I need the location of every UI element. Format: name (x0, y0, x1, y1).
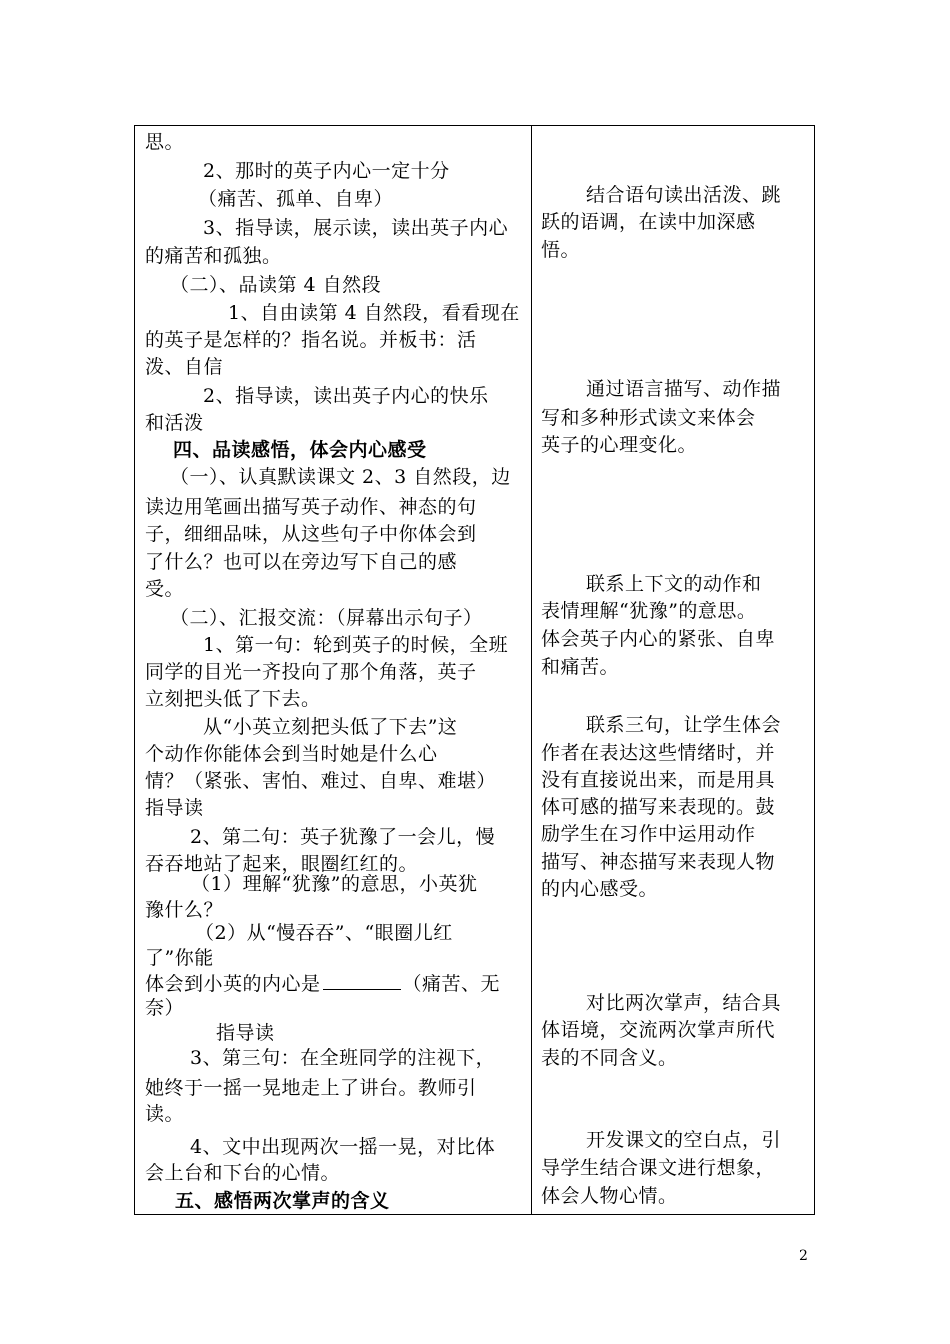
left-line: （二）、汇报交流：（屏幕出示句子） (170, 607, 483, 629)
left-line: 了”你能 (145, 947, 214, 969)
left-line: （2）从“慢吞吞”、“眼圈儿红 (195, 922, 453, 944)
left-line: 2、那时的英子内心一定十分 (203, 160, 450, 182)
right-line: 对比两次掌声，结合具 (586, 992, 782, 1014)
right-line: 导学生结合课文进行想象， (541, 1157, 776, 1179)
left-line: 指导读 (145, 797, 204, 819)
left-line: （二）、品读第 4 自然段 (170, 274, 382, 296)
left-line: 1、第一句：轮到英子的时候，全班 (203, 634, 509, 656)
right-line: 体会英子内心的紧张、自卑 (541, 628, 776, 650)
right-line: 表情理解“犹豫”的意思。 (541, 600, 757, 622)
left-line: 豫什么？ (145, 899, 224, 921)
left-line: 3、指导读，展示读，读出英子内心 (203, 217, 509, 239)
left-line: 同学的目光一齐投向了那个角落，英子 (145, 661, 477, 683)
left-line: 受。 (145, 578, 185, 600)
left-line: 3、第三句：在全班同学的注视下， (190, 1047, 496, 1069)
fill-in-answer: （痛苦、无 (402, 973, 501, 995)
left-line: 和活泼 (145, 412, 204, 434)
left-line: 立刻把头低了下去。 (145, 688, 321, 710)
section-heading-5: 五、感悟两次掌声的含义 (175, 1190, 390, 1212)
left-line: 子，细细品味，从这些句子中你体会到 (145, 523, 477, 545)
left-line: 读边用笔画出描写英子动作、神态的句 (145, 496, 477, 518)
right-line: 联系三句，让学生体会 (586, 714, 782, 736)
right-line: 表的不同含义。 (541, 1047, 678, 1069)
left-line: 的英子是怎样的？指名说。并板书：活 (145, 329, 477, 351)
left-line: 奈） (145, 997, 185, 1019)
left-line: 指导读 (216, 1022, 275, 1044)
right-line: 联系上下文的动作和 (586, 573, 762, 595)
left-line: （1）理解“犹豫”的意思，小英犹 (191, 873, 478, 895)
right-line: 开发课文的空白点，引 (586, 1129, 782, 1151)
left-line: 了什么？也可以在旁边写下自己的感 (145, 551, 458, 573)
right-line: 通过语言描写、动作描 (586, 378, 782, 400)
left-line: 2、第二句：英子犹豫了一会儿，慢 (190, 826, 496, 848)
right-line: 励学生在习作中运用动作 (541, 823, 756, 845)
left-line: 个动作你能体会到当时她是什么心 (145, 743, 438, 765)
left-line: 情？（紧张、害怕、难过、自卑、难堪） (145, 770, 497, 792)
right-line: 体会人物心情。 (541, 1185, 678, 1207)
left-line: 读。 (145, 1103, 185, 1125)
left-line: 泼、自信 (145, 356, 224, 378)
right-line: 和痛苦。 (541, 656, 620, 678)
right-line: 悟。 (541, 239, 581, 261)
left-line: 从“小英立刻把头低了下去”这 (203, 716, 458, 738)
right-line: 英子的心理变化。 (541, 434, 698, 456)
left-line: 1、自由读第 4 自然段，看看现在 (228, 302, 520, 324)
fill-in-blank (323, 971, 401, 990)
left-line: （一）、认真默读课文 2、3 自然段，边 (170, 466, 511, 488)
left-line: 2、指导读，读出英子内心的快乐 (203, 385, 489, 407)
right-line: 描写、神态描写来表现人物 (541, 851, 776, 873)
right-line: 的内心感受。 (541, 878, 659, 900)
left-line: 4、文中出现两次一摇一晃，对比体 (190, 1136, 496, 1158)
right-line: 没有直接说出来，而是用具 (541, 769, 776, 791)
left-line: 的痛苦和孤独。 (145, 245, 282, 267)
left-line: 思。 (145, 131, 185, 153)
left-line-with-blank (145, 971, 500, 997)
right-line: 体可感的描写来表现的。鼓 (541, 796, 776, 818)
left-line: 会上台和下台的心情。 (145, 1162, 341, 1184)
left-line: 吞吞地站了起来，眼圈红红的。 (145, 853, 419, 875)
column-divider (531, 125, 532, 1215)
page-number: 2 (799, 1248, 808, 1264)
right-line: 体语境，交流两次掌声所代 (541, 1019, 776, 1041)
right-line: 写和多种形式读文来体会 (541, 407, 756, 429)
left-line: （痛苦、孤单、自卑） (198, 188, 394, 210)
right-line: 结合语句读出活泼、跳 (586, 184, 782, 206)
left-line: 她终于一摇一晃地走上了讲台。教师引 (145, 1077, 477, 1099)
right-line: 作者在表达这些情绪时，并 (541, 742, 776, 764)
right-line: 跃的语调，在读中加深感 (541, 211, 756, 233)
fill-in-prompt: 体会到小英的内心是 (145, 973, 321, 995)
section-heading-4: 四、品读感悟，体会内心感受 (173, 439, 427, 461)
